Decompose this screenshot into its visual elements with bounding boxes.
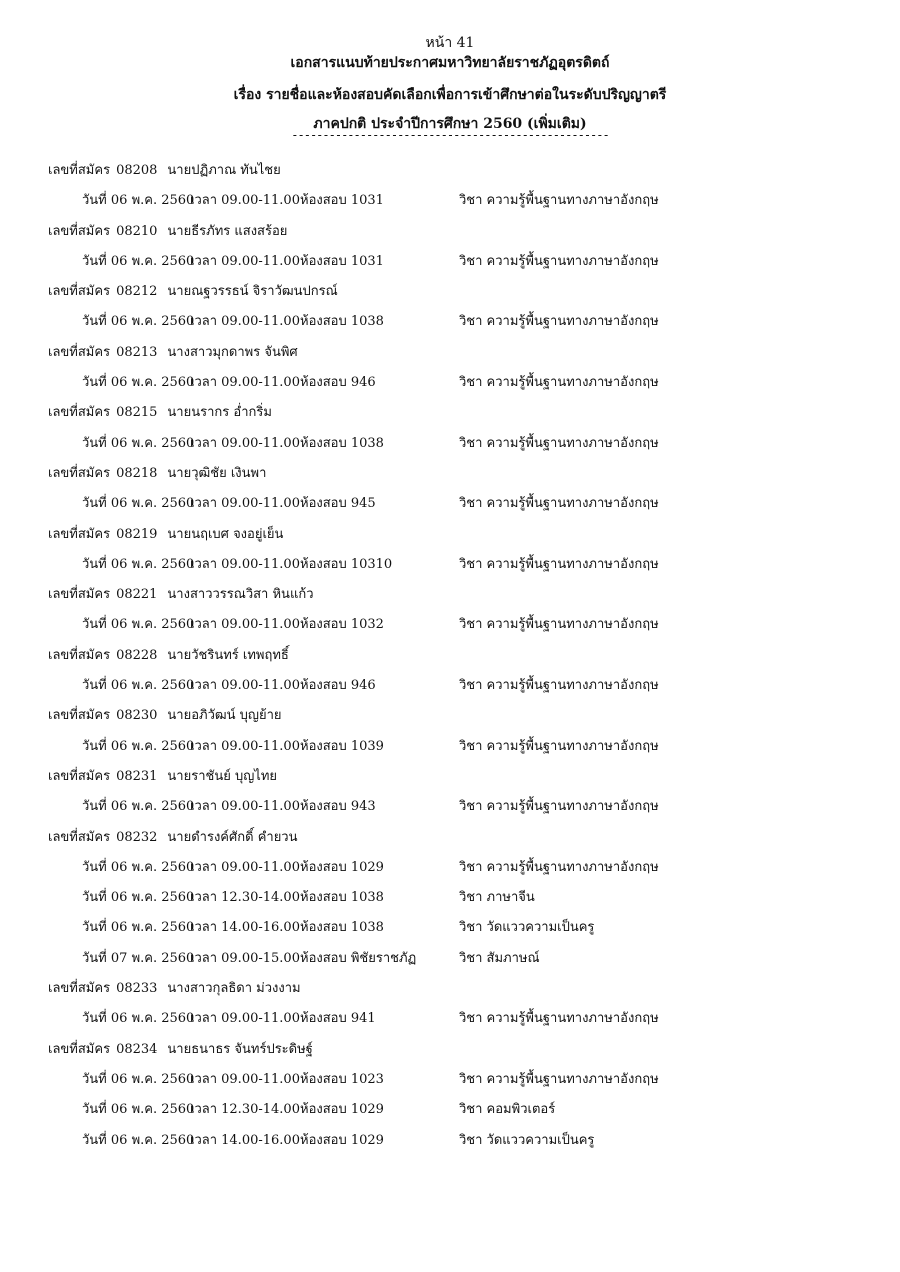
- exam-date: วันที่ 06 พ.ค. 2560: [82, 1102, 195, 1118]
- exam-time: เวลา 12.30-14.00: [190, 1102, 300, 1118]
- applicant-label: เลขที่สมัคร: [48, 284, 111, 300]
- applicant-name: นายนรากร อ่ำกริ่ม: [167, 405, 272, 421]
- exam-row: [0, 913, 900, 943]
- exam-room: ห้องสอบ 1038: [300, 314, 384, 330]
- exam-date: วันที่ 06 พ.ค. 2560: [82, 799, 195, 815]
- applicant-number: 08221: [116, 587, 158, 603]
- applicant-row: [0, 156, 900, 186]
- exam-room: ห้องสอบ 1029: [300, 1102, 384, 1118]
- exam-row: [0, 247, 900, 277]
- applicant-label: เลขที่สมัคร: [48, 708, 111, 724]
- applicant-number: 08210: [116, 223, 158, 239]
- applicant-list: [0, 156, 900, 1156]
- exam-subject: วิชา ความรู้พื้นฐานทางภาษาอังกฤษ: [459, 314, 659, 330]
- applicant-row: [0, 580, 900, 610]
- applicant-name: นายวุฒิชัย เงินพา: [167, 465, 267, 481]
- applicant-name: นายวัชรินทร์ เทพฤทธิ์: [167, 647, 289, 663]
- applicant-name: นายอภิวัฒน์ บุญย้าย: [167, 708, 282, 724]
- exam-row: [0, 732, 900, 762]
- applicant-row: [0, 520, 900, 550]
- exam-room: ห้องสอบ 941: [300, 1011, 376, 1027]
- applicant-row: [0, 398, 900, 428]
- exam-time: เวลา 09.00-11.00: [190, 799, 300, 815]
- applicant-name: นายนฤเบศ จงอยู่เย็น: [167, 526, 284, 542]
- exam-row: [0, 1095, 900, 1125]
- applicant-row: [0, 1035, 900, 1065]
- exam-date: วันที่ 07 พ.ค. 2560: [82, 950, 195, 966]
- exam-room: ห้องสอบ 946: [300, 678, 376, 694]
- exam-subject: วิชา วัดแววความเป็นครู: [459, 920, 595, 936]
- exam-subject: วิชา ความรู้พื้นฐานทางภาษาอังกฤษ: [459, 859, 659, 875]
- exam-date: วันที่ 06 พ.ค. 2560: [82, 738, 195, 754]
- applicant-label: เลขที่สมัคร: [48, 344, 111, 360]
- applicant-row: [0, 459, 900, 489]
- applicant-label: เลขที่สมัคร: [48, 829, 111, 845]
- exam-date: วันที่ 06 พ.ค. 2560: [82, 890, 195, 906]
- exam-room: ห้องสอบ 945: [300, 496, 376, 512]
- exam-time: เวลา 09.00-11.00: [190, 556, 300, 572]
- exam-row: [0, 186, 900, 216]
- exam-subject: วิชา ความรู้พื้นฐานทางภาษาอังกฤษ: [459, 556, 659, 572]
- exam-subject: วิชา ความรู้พื้นฐานทางภาษาอังกฤษ: [459, 617, 659, 633]
- document-term: ภาคปกติ ประจำปีการศึกษา 2560 (เพิ่มเติม): [313, 116, 587, 132]
- exam-date: วันที่ 06 พ.ค. 2560: [82, 253, 195, 269]
- exam-subject: วิชา คอมพิวเตอร์: [459, 1102, 556, 1118]
- exam-room: ห้องสอบ 943: [300, 799, 376, 815]
- exam-row: [0, 944, 900, 974]
- exam-row: [0, 1065, 900, 1095]
- applicant-number: 08212: [116, 284, 158, 300]
- applicant-label: เลขที่สมัคร: [48, 163, 111, 178]
- applicant-label: เลขที่สมัคร: [48, 1041, 111, 1057]
- applicant-name: นายณฐวรรธน์ จิราวัฒนปกรณ์: [167, 284, 338, 300]
- document-title: เอกสารแนบท้ายประกาศมหาวิทยาลัยราชภัฏอุตรดิตถ์: [290, 55, 610, 71]
- exam-row: [0, 1004, 900, 1034]
- applicant-name: นายธีรภัทร แสงสร้อย: [167, 223, 288, 239]
- exam-row: [0, 307, 900, 337]
- exam-row: [0, 489, 900, 519]
- exam-time: เวลา 09.00-11.00: [190, 738, 300, 754]
- applicant-number: 08218: [116, 465, 158, 481]
- exam-subject: วิชา ความรู้พื้นฐานทางภาษาอังกฤษ: [459, 678, 659, 694]
- exam-subject: วิชา ความรู้พื้นฐานทางภาษาอังกฤษ: [459, 738, 659, 754]
- applicant-label: เลขที่สมัคร: [48, 465, 111, 481]
- exam-room: ห้องสอบ 1023: [300, 1071, 384, 1087]
- applicant-label: เลขที่สมัคร: [48, 981, 111, 997]
- exam-room: ห้องสอบ 1039: [300, 738, 384, 754]
- exam-room: ห้องสอบ 1038: [300, 890, 384, 906]
- exam-date: วันที่ 06 พ.ค. 2560: [82, 556, 195, 572]
- exam-date: วันที่ 06 พ.ค. 2560: [82, 496, 195, 512]
- applicant-number: 08231: [116, 768, 158, 784]
- exam-room: ห้องสอบ 1031: [300, 193, 384, 209]
- exam-date: วันที่ 06 พ.ค. 2560: [82, 1071, 195, 1087]
- exam-room: ห้องสอบ 1029: [300, 859, 384, 875]
- exam-room: ห้องสอบ 1038: [300, 920, 384, 936]
- applicant-label: เลขที่สมัคร: [48, 768, 111, 784]
- applicant-name: นายราชันย์ บุญไทย: [167, 768, 278, 784]
- applicant-number: 08232: [116, 829, 158, 845]
- applicant-number: 08228: [116, 647, 158, 663]
- applicant-row: [0, 974, 900, 1004]
- exam-date: วันที่ 06 พ.ค. 2560: [82, 920, 195, 936]
- exam-date: วันที่ 06 พ.ค. 2560: [82, 1132, 195, 1148]
- exam-row: [0, 368, 900, 398]
- applicant-row: [0, 277, 900, 307]
- applicant-name: นายธนาธร จันทร์ประดิษฐ์: [167, 1041, 313, 1057]
- exam-time: เวลา 09.00-11.00: [190, 1071, 300, 1087]
- exam-time: เวลา 12.30-14.00: [190, 890, 300, 906]
- exam-room: ห้องสอบ 1038: [300, 435, 384, 451]
- exam-row: [0, 853, 900, 883]
- exam-row: [0, 550, 900, 580]
- exam-date: วันที่ 06 พ.ค. 2560: [82, 375, 195, 391]
- exam-subject: วิชา ความรู้พื้นฐานทางภาษาอังกฤษ: [459, 193, 659, 209]
- exam-time: เวลา 14.00-16.00: [190, 1132, 300, 1148]
- exam-subject: วิชา ภาษาจีน: [459, 890, 535, 906]
- applicant-label: เลขที่สมัคร: [48, 587, 111, 603]
- exam-subject: วิชา วัดแววความเป็นครู: [459, 1132, 595, 1148]
- header-rule: ---------------------------------------------------: [291, 128, 609, 142]
- exam-row: [0, 792, 900, 822]
- exam-time: เวลา 09.00-11.00: [190, 1011, 300, 1027]
- exam-subject: วิชา ความรู้พื้นฐานทางภาษาอังกฤษ: [459, 1071, 659, 1087]
- applicant-row: [0, 641, 900, 671]
- exam-time: เวลา 09.00-11.00: [190, 678, 300, 694]
- exam-date: วันที่ 06 พ.ค. 2560: [82, 678, 195, 694]
- applicant-name: นายปฏิภาณ ทันไชย: [167, 163, 281, 178]
- exam-date: วันที่ 06 พ.ค. 2560: [82, 193, 195, 209]
- exam-subject: วิชา ความรู้พื้นฐานทางภาษาอังกฤษ: [459, 435, 659, 451]
- applicant-number: 08208: [116, 163, 158, 178]
- applicant-row: [0, 701, 900, 731]
- exam-room: ห้องสอบ 1032: [300, 617, 384, 633]
- exam-subject: วิชา สัมภาษณ์: [459, 950, 540, 966]
- exam-date: วันที่ 06 พ.ค. 2560: [82, 617, 195, 633]
- exam-room: ห้องสอบ 1029: [300, 1132, 384, 1148]
- exam-row: [0, 671, 900, 701]
- applicant-row: [0, 338, 900, 368]
- exam-subject: วิชา ความรู้พื้นฐานทางภาษาอังกฤษ: [459, 1011, 659, 1027]
- exam-date: วันที่ 06 พ.ค. 2560: [82, 314, 195, 330]
- exam-subject: วิชา ความรู้พื้นฐานทางภาษาอังกฤษ: [459, 799, 659, 815]
- exam-subject: วิชา ความรู้พื้นฐานทางภาษาอังกฤษ: [459, 496, 659, 512]
- applicant-label: เลขที่สมัคร: [48, 405, 111, 421]
- exam-subject: วิชา ความรู้พื้นฐานทางภาษาอังกฤษ: [459, 253, 659, 269]
- applicant-row: [0, 823, 900, 853]
- exam-time: เวลา 09.00-15.00: [190, 950, 300, 966]
- exam-row: [0, 610, 900, 640]
- exam-time: เวลา 09.00-11.00: [190, 496, 300, 512]
- applicant-row: [0, 762, 900, 792]
- exam-time: เวลา 09.00-11.00: [190, 617, 300, 633]
- exam-row: [0, 1126, 900, 1156]
- applicant-name: นางสาวกุลธิดา ม่วงงาม: [167, 981, 301, 997]
- applicant-name: นางสาวมุกดาพร จันพิศ: [167, 344, 298, 360]
- exam-time: เวลา 09.00-11.00: [190, 435, 300, 451]
- applicant-number: 08230: [116, 708, 158, 724]
- exam-time: เวลา 14.00-16.00: [190, 920, 300, 936]
- document-subject: เรื่อง รายชื่อและห้องสอบคัดเลือกเพื่อการเข้าศึกษาต่อในระดับปริญญาตรี: [233, 87, 667, 103]
- exam-room: ห้องสอบ 10310: [300, 556, 393, 572]
- applicant-label: เลขที่สมัคร: [48, 526, 111, 542]
- applicant-name: นายดำรงค์ศักดิ์ คำยวน: [167, 829, 298, 845]
- exam-row: [0, 883, 900, 913]
- exam-room: ห้องสอบ 946: [300, 375, 376, 391]
- applicant-row: [0, 217, 900, 247]
- exam-room: ห้องสอบ พิชัยราชภัฏ: [300, 950, 417, 966]
- exam-time: เวลา 09.00-11.00: [190, 375, 300, 391]
- applicant-label: เลขที่สมัคร: [48, 223, 111, 239]
- page-number: หน้า 41: [425, 35, 475, 51]
- exam-time: เวลา 09.00-11.00: [190, 314, 300, 330]
- applicant-label: เลขที่สมัคร: [48, 647, 111, 663]
- applicant-number: 08234: [116, 1041, 158, 1057]
- applicant-number: 08215: [116, 405, 158, 421]
- exam-subject: วิชา ความรู้พื้นฐานทางภาษาอังกฤษ: [459, 375, 659, 391]
- exam-time: เวลา 09.00-11.00: [190, 859, 300, 875]
- applicant-number: 08213: [116, 344, 158, 360]
- applicant-name: นางสาววรรณวิสา หินแก้ว: [167, 587, 314, 603]
- exam-row: [0, 429, 900, 459]
- exam-date: วันที่ 06 พ.ค. 2560: [82, 435, 195, 451]
- exam-date: วันที่ 06 พ.ค. 2560: [82, 1011, 195, 1027]
- applicant-number: 08233: [116, 981, 158, 997]
- exam-date: วันที่ 06 พ.ค. 2560: [82, 859, 195, 875]
- exam-time: เวลา 09.00-11.00: [190, 253, 300, 269]
- applicant-number: 08219: [116, 526, 158, 542]
- exam-time: เวลา 09.00-11.00: [190, 193, 300, 209]
- exam-room: ห้องสอบ 1031: [300, 253, 384, 269]
